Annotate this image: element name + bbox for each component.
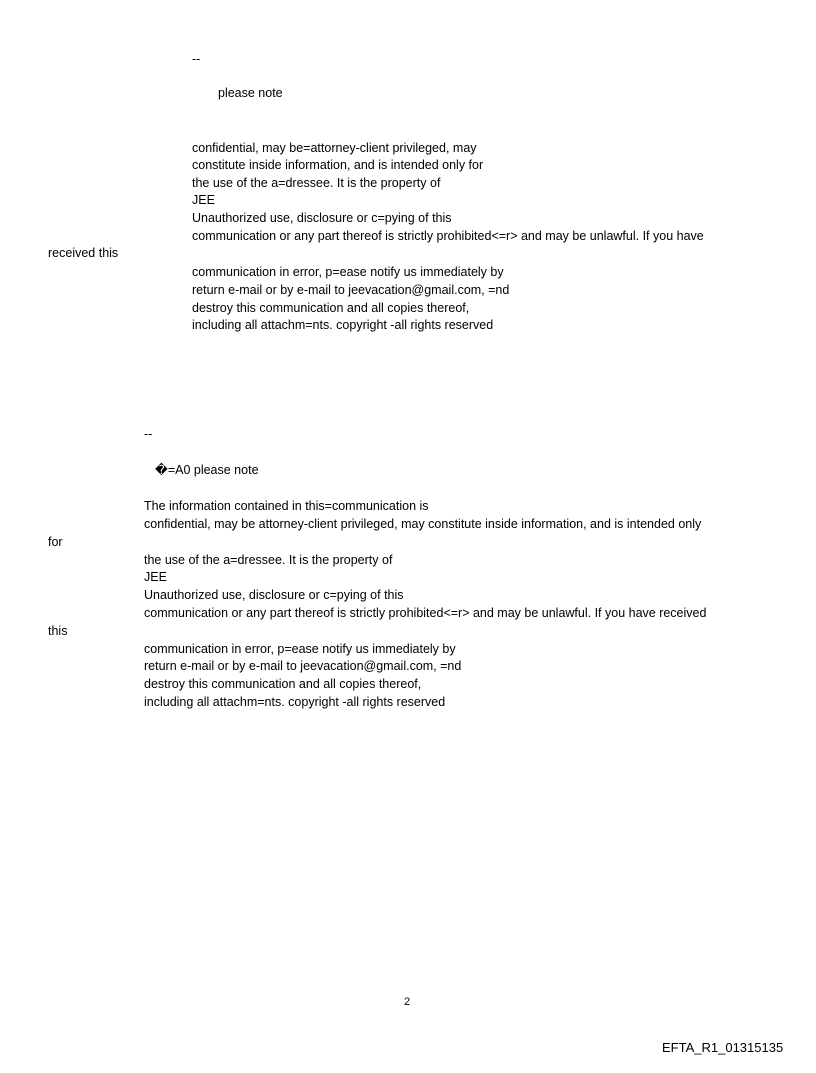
block1-line: communication or any part thereof is strictly prohibited<=r> and may be unlawful. If you have — [192, 229, 704, 243]
block2-line: The information contained in this=communication is — [144, 499, 429, 513]
block2-line: communication or any part thereof is strictly prohibited<=r> and may be unlawful. If you have received — [144, 606, 707, 620]
block1-line: constitute inside information, and is intended only for — [192, 158, 484, 172]
block1-line: including all attachm=nts. copyright -all rights reserved — [192, 318, 494, 332]
block2-line: this — [48, 624, 68, 638]
separator-1: -- — [192, 52, 201, 66]
block2-line: Unauthorized use, disclosure or c=pying of this — [144, 588, 404, 602]
block1-line: received this — [48, 246, 119, 260]
page-number: 2 — [404, 996, 411, 1008]
block1-line: JEE — [192, 193, 215, 207]
block1-line: confidential, may be=attorney-client privileged, may — [192, 141, 477, 155]
block1-line: destroy this communication and all copies thereof, — [192, 301, 470, 315]
block2-line: confidential, may be attorney-client privileged, may constitute inside information, and is intended only — [144, 517, 702, 531]
block1-line: the use of the a=dressee. It is the property of — [192, 176, 441, 190]
block1-line: return e-mail or by e-mail to jeevacation@gmail.com, =nd — [192, 283, 510, 297]
block2-line: including all attachm=nts. copyright -all rights reserved — [144, 695, 446, 709]
block2-line: the use of the a=dressee. It is the property of — [144, 553, 393, 567]
block1-line: communication in error, p=ease notify us immediately by — [192, 265, 504, 279]
block2-line: communication in error, p=ease notify us immediately by — [144, 642, 456, 656]
block2-line: JEE — [144, 570, 167, 584]
separator-2: -- — [144, 427, 153, 441]
block2-line: for — [48, 535, 63, 549]
block2-line: destroy this communication and all copies thereof, — [144, 677, 422, 691]
block1-line: Unauthorized use, disclosure or c=pying of this — [192, 211, 452, 225]
block2-line: return e-mail or by e-mail to jeevacation@gmail.com, =nd — [144, 659, 462, 673]
bates-number: EFTA_R1_01315135 — [662, 1040, 784, 1055]
heading-2: �=A0 please note — [155, 463, 259, 477]
heading-1: please note — [218, 86, 283, 100]
